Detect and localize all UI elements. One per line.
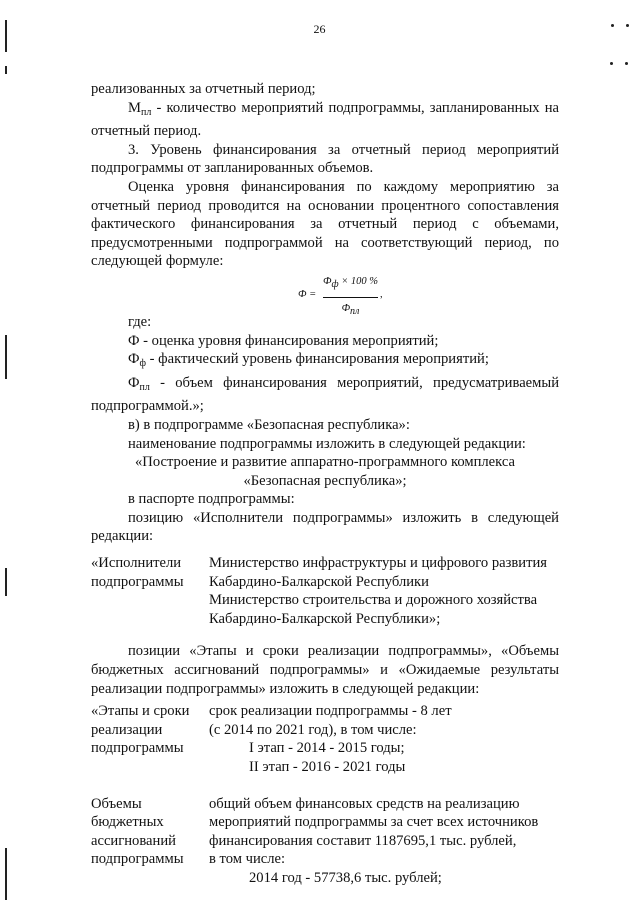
- stages-value-1: срок реализации подпрограммы - 8 лет: [209, 703, 452, 720]
- definition-fpl: $Ф_{пл}$ - объем финансирования мероприятий, предусматриваемый подпрограммой.»;: [91, 374, 559, 415]
- formula-denominator: Фпл: [341, 302, 360, 317]
- m-symbol: М: [128, 99, 141, 116]
- scan-edge-mark: [5, 335, 7, 379]
- passport-heading: в паспорте подпрограммы:: [128, 491, 295, 508]
- positions-instruction: позиции «Этапы и сроки реализации подпрограммы», «Объемы бюджетных ассигнований подпрограммы» и «Ожидаемые результаты реализации подпрограммы» изложить в следующей редакции:: [91, 643, 559, 697]
- scan-edge-mark: [5, 568, 7, 596]
- m-definition: [91, 99, 559, 141]
- scan-edge-mark: [5, 66, 7, 74]
- stages-row: [91, 702, 559, 776]
- scan-dot: [610, 62, 613, 65]
- naming-instruction: наименование подпрограммы изложить в следующей редакции:: [128, 435, 526, 452]
- position-exec-instruction: позицию «Исполнители подпрограммы» изложить в следующей редакции:: [91, 509, 559, 545]
- exec-value-1: Министерство инфраструктуры и цифрового развития Кабардино-Балкарской Республики: [209, 555, 547, 590]
- formula-lhs: Ф =: [298, 288, 317, 300]
- volumes-values: [209, 795, 559, 888]
- volumes-value-2: мероприятий подпрограммы за счет всех источников: [209, 814, 539, 831]
- stages-values: [209, 702, 559, 776]
- formula-numerator: Фф × 100 %: [323, 273, 378, 298]
- item-v: в) в подпрограмме «Безопасная республика»:: [128, 416, 410, 433]
- stages-label: «Этапы и сроки реализации подпрограммы: [91, 703, 190, 757]
- stages-value-4: II этап - 2016 - 2021 годы: [249, 759, 406, 775]
- stages-value-3: I этап - 2014 - 2015 годы;: [249, 740, 405, 757]
- exec-row: [91, 554, 559, 628]
- volumes-value-3: финансирования составит 1187695,1 тыс. рублей,: [209, 832, 517, 849]
- exec-values: [209, 554, 559, 628]
- item-3: 3. Уровень финансирования за отчетный период мероприятий подпрограммы от запланированных объемов.: [91, 141, 559, 177]
- volumes-value-1: общий объем финансовых средств на реализацию: [209, 795, 520, 812]
- assessment-paragraph: Оценка уровня финансирования по каждому мероприятию за отчетный период проводится на основании процентного сопоставления фактического финансирования за отчетный период с объемами, предусмотренными подпрограммой на соответствующий период, по следующей формуле:: [91, 178, 559, 270]
- formula-comma: ,: [380, 288, 383, 300]
- scan-dot: [625, 62, 628, 65]
- new-name-line-2: «Безопасная республика»;: [243, 472, 407, 489]
- exec-label: «Исполнители подпрограммы: [91, 555, 184, 590]
- formula: [91, 273, 559, 317]
- volumes-label: Объемы бюджетных ассигнований подпрограммы: [91, 795, 184, 868]
- stages-value-2: (с 2014 по 2021 год), в том числе:: [209, 721, 417, 738]
- definition-f: Ф - оценка уровня финансирования мероприятий;: [128, 332, 439, 349]
- where-label: где:: [128, 313, 152, 330]
- new-name-line-1: «Построение и развитие аппаратно-программного комплекса: [135, 454, 515, 471]
- text-line: реализованных за отчетный период;: [91, 81, 316, 97]
- page-number: 26: [313, 22, 326, 36]
- scan-edge-mark: [5, 848, 7, 900]
- document-body: [91, 80, 559, 888]
- exec-value-2: Министерство строительства и дорожного хозяйства Кабардино-Балкарской Республики»;: [209, 592, 538, 627]
- definition-ff: $Ф_ф$ - фактический уровень финансирования мероприятий;: [128, 351, 489, 370]
- formula-fraction: [323, 273, 378, 321]
- volumes-value-4: в том числе:: [209, 851, 286, 868]
- volumes-value-5: 2014 год - 57738,6 тыс. рублей;: [249, 869, 442, 886]
- m-subscript: пл: [140, 106, 152, 118]
- volumes-row: [91, 795, 559, 888]
- m-text: - количество мероприятий подпрограммы, запланированных на отчетный период.: [91, 99, 559, 140]
